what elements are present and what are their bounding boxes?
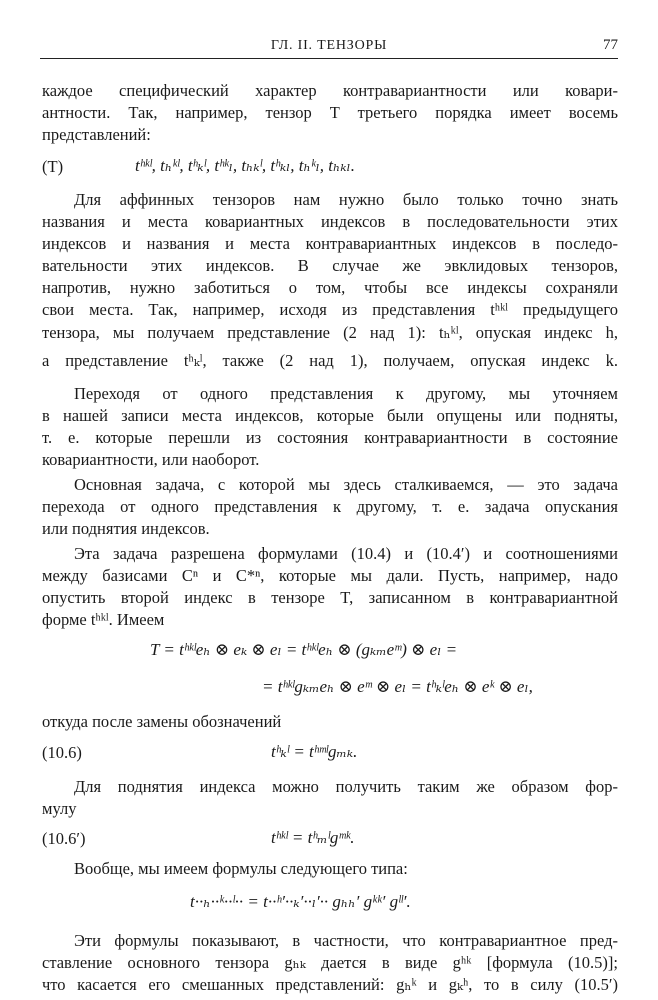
text-line: в нашей записи места индексов, которые были опущены или подняты, bbox=[42, 406, 618, 425]
text-line: ковариантности, или наоборот. bbox=[42, 450, 260, 469]
running-header bbox=[40, 38, 618, 59]
text-line: вательности этих индексов. В случае же эвклидовых тензоров, bbox=[42, 256, 618, 275]
text-line: Эти формулы показывают, в частности, что контравариантное пред- bbox=[74, 931, 618, 950]
text-line: Переходя от одного представления к другому, мы уточняем bbox=[74, 384, 618, 403]
text-line: Эта задача разрешена формулами (10.4) и (10.4′) и соотношениями bbox=[74, 544, 618, 563]
text-line: Для поднятия индекса можно получить таким же образом фор- bbox=[74, 777, 618, 796]
text-line: ставление основного тензора gₕₖ дается в виде gʰᵏ [формула (10.5)]; bbox=[42, 953, 618, 972]
text-line: свои места. Так, например, исходя из представления tʰᵏˡ предыдущего bbox=[42, 300, 618, 319]
text-line: мулу bbox=[42, 799, 77, 818]
text-line: индексов и названия и места контравариантных индексов в последо- bbox=[42, 234, 618, 253]
text-line: тензора, мы получаем представление (2 над 1): tₕᵏˡ, опуская индекс h, bbox=[42, 323, 618, 342]
text-line: Вообще, мы имеем формулы следующего типа: bbox=[74, 859, 408, 878]
equation-label: (T) bbox=[42, 157, 64, 176]
text-line: Для аффинных тензоров нам нужно было только точно знать bbox=[74, 190, 618, 209]
page-number: 77 bbox=[603, 37, 618, 53]
text-line: что касается его смешанных представлений: gₕᵏ и gₖʰ, то в силу (10.5′) bbox=[42, 975, 618, 994]
text-line: антности. Так, например, тензор T третьего порядка имеет восемь bbox=[42, 103, 618, 122]
equation-line-1: T = tʰᵏˡeₕ ⊗ eₖ ⊗ eₗ = tʰᵏˡeₕ ⊗ (gₖₘeᵐ) ⊗ eₗ = bbox=[150, 640, 458, 659]
equation-label: (10.6) bbox=[42, 743, 82, 762]
text-line: а представление tʰₖˡ, также (2 над 1), получаем, опуская индекс k. bbox=[42, 351, 618, 370]
equation-10-6: tʰₖˡ = tʰᵐˡgₘₖ. bbox=[271, 742, 358, 761]
text-line: Основная задача, с которой мы здесь сталкиваемся, — это задача bbox=[74, 475, 618, 494]
text-line: представлений: bbox=[42, 125, 151, 144]
text-line: между базисами Cⁿ и C*ⁿ, которые мы дали. Пусть, например, надо bbox=[42, 566, 618, 585]
equation-representations: tʰᵏˡ, tₕᵏˡ, tʰₖˡ, tʰᵏₗ, tₕₖˡ, tʰₖₗ, tₕᵏₗ, tₕₖₗ. bbox=[135, 156, 355, 175]
text-line: опустить второй индекс в тензоре T, записанном в контравариантной bbox=[42, 588, 618, 607]
equation-10-6-prime: tʰᵏˡ = tʰₘˡgᵐᵏ. bbox=[271, 828, 355, 847]
text-line: откуда после замены обозначений bbox=[42, 712, 282, 731]
text-line: форме tʰᵏˡ. Имеем bbox=[42, 610, 165, 629]
equation-general: t··ₕ··ᵏ··ˡ·· = t··ʰ′··ₖ′··ₗ′·· gₕₕ′ gᵏᵏ′ gˡˡ′. bbox=[190, 892, 411, 911]
chapter-title: ГЛ. II. ТЕНЗОРЫ bbox=[270, 38, 388, 53]
equation-label: (10.6′) bbox=[42, 829, 86, 848]
text-line: напротив, нужно заботиться о том, чтобы все индексы сохраняли bbox=[42, 278, 618, 297]
text-line: перехода от одного представления к другому, т. е. задача опускания bbox=[42, 497, 618, 516]
equation-line-2: = tʰᵏˡgₖₘeₕ ⊗ eᵐ ⊗ eₗ = tʰₖˡeₕ ⊗ eᵏ ⊗ eₗ, bbox=[262, 677, 533, 696]
text-line: т. е. которые перешли из состояния контравариантности в состояние bbox=[42, 428, 618, 447]
text-line: или поднятия индексов. bbox=[42, 519, 210, 538]
text-line: каждое специфический характер контравариантности или ковари- bbox=[42, 81, 618, 100]
text-line: названия и места ковариантных индексов в последовательности этих bbox=[42, 212, 618, 231]
